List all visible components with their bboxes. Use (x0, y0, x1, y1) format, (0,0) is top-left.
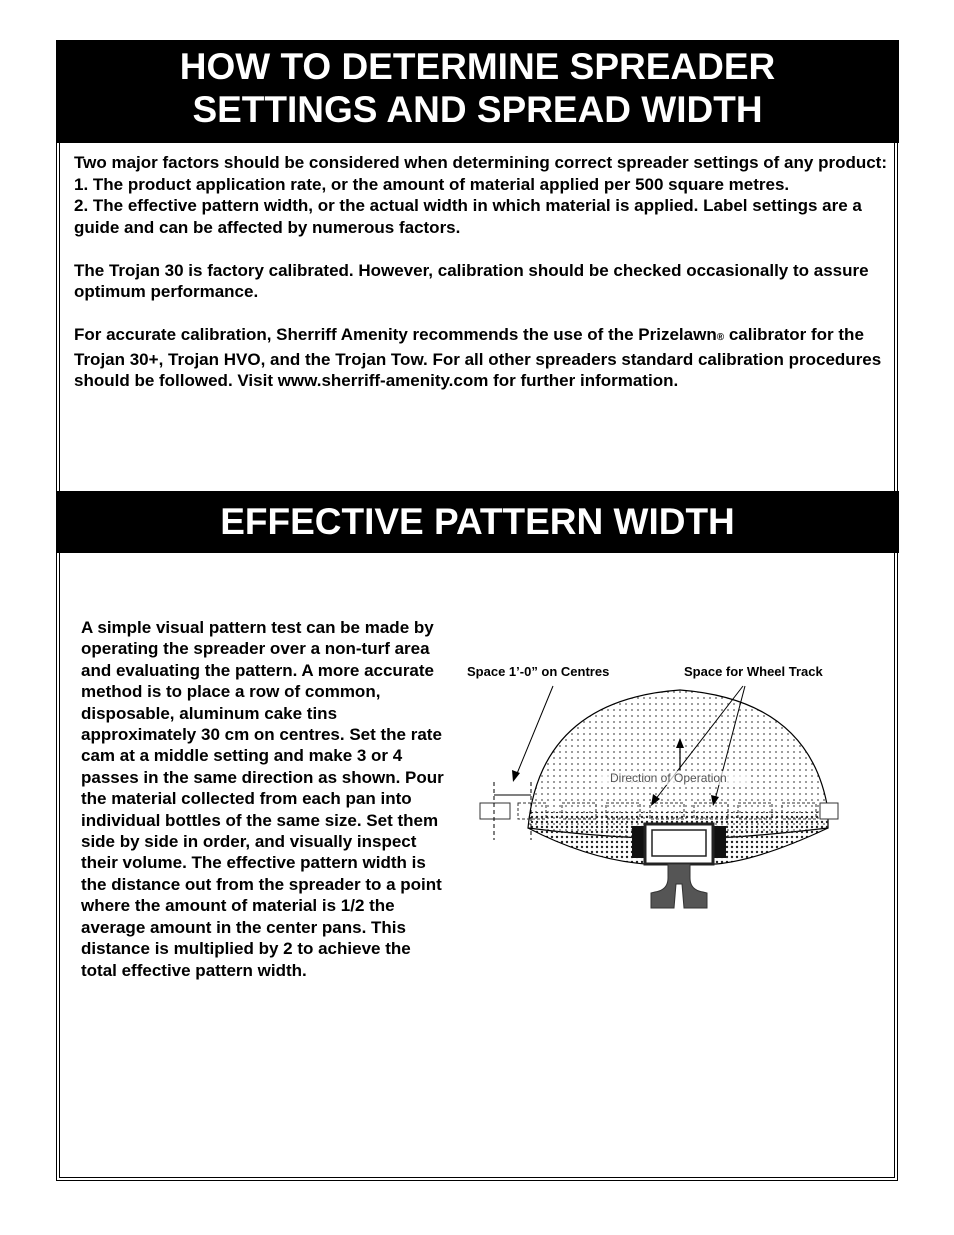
intro-paragraph-2: The Trojan 30 is factory calibrated. However, calibration should be checked occasionally to assure optimum performance. (74, 260, 869, 301)
section-header-effective-pattern-width: EFFECTIVE PATTERN WIDTH (56, 491, 899, 553)
label-wheel-track: Space for Wheel Track (684, 664, 823, 679)
intro-line-3: 2. The effective pattern width, or the actual width in which material is applied. Label settings are a guide and can be affected by numerous factors. (74, 196, 862, 237)
para3-start: For accurate calibration, Sherriff Amenity recommends the use of the Prizelawn (74, 325, 717, 344)
pattern-test-text: A simple visual pattern test can be made by operating the spreader over a non-turf area and evaluating the pattern. A more accurate method is to place a row of common, disposable, aluminum cake tins approximately 30 cm on centres. Set the rate cam at a middle setting and make 3 or 4 passes in the same direction as shown. Pour the material collected from each pan into individual bottles of the same size. Set them side by side in order, and visually inspect their volume. The effective pattern width is the distance out from the spreader to a point where the amount of material is 1/2 the average amount in the center pans. This distance is multiplied by 2 to achieve the total effective pattern width. (81, 618, 444, 980)
header-line-2: SETTINGS AND SPREAD WIDTH (192, 89, 763, 130)
intro-line-2: 1. The product application rate, or the amount of material applied per 500 square metres. (74, 174, 790, 194)
para3-end: calibrator for the Trojan 30+, Trojan HVO, and the Trojan Tow. For all other spreaders standard calibration procedures should be followed. Visit www.sherriff-amenity.com for further information. (74, 325, 882, 390)
label-direction-of-operation: Direction of Operation (610, 771, 727, 785)
registered-mark: ® (716, 332, 725, 343)
intro-line-1: Two major factors should be considered when determining correct spreader settings of any product: (74, 153, 887, 172)
label-space-centres: Space 1’-0” on Centres (467, 664, 610, 679)
header-line-1: HOW TO DETERMINE SPREADER (179, 46, 776, 87)
spreader-unit (632, 824, 726, 908)
